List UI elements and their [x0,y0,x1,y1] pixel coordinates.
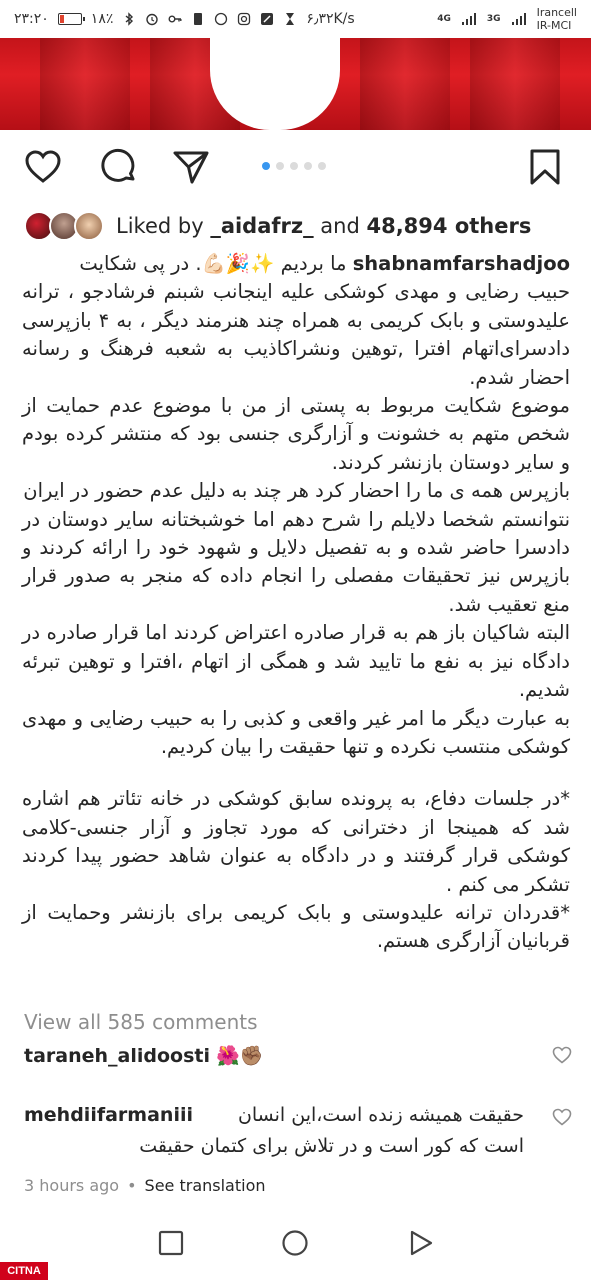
status-time: ۲۳:۲۰ [14,11,49,27]
comment-icon[interactable] [100,148,138,186]
carrier-name-2: IR-MCI [536,19,572,32]
carrier-name-1: Irancell [536,6,577,19]
watermark-logo: CITNA [0,1262,48,1280]
status-bar [0,0,591,38]
signal-icon-1 [461,13,477,26]
post-image[interactable] [0,38,591,130]
post-actions [0,142,591,192]
carousel-dot-active [262,162,270,170]
network-speed: ۶٫۳۲K/s [306,11,355,27]
liker-avatars [24,209,106,243]
caption-paragraph: *در جلسات دفاع، به پرونده سابق کوشکی در خانه تئاتر هم اشاره شد که همینجا از دخترانی که مورد تجاوز و آزار جنسی-کلامی کوشکی قرار گرفتند و در دادگاه به عنوان شاهد حضور پیدا کردند تشکر می کنم . [22,787,570,896]
carousel-dot [304,162,312,170]
whatsapp-icon [214,12,228,26]
liker-username[interactable]: _aidafrz_ [210,214,314,238]
meta-separator: • [127,1176,137,1195]
status-left [14,11,355,27]
instagram-icon [237,12,251,26]
battery-percent: ۱۸٪ [90,11,114,27]
image-fold [470,38,560,130]
app-icon [260,12,274,26]
post-time: 3 hours ago [24,1176,120,1195]
caption-spacer [22,761,570,785]
battery-icon [58,13,82,25]
likes-prefix: Liked by [116,214,211,238]
caption-paragraph: نتوانستم شخصا دلایلم را شرح دهم اما خوشبختانه سایر دوستان در دادسرا حاضر شده و به تفصیل دلایل و شهود خود را ارائه کردند و بازپرس نیز تحقیقات مفصلی را انجام داده که منجر به صدور قرار منع تعقیب شد. [22,507,570,616]
caption-paragraph: حبیب رضایی و مهدی کوشکی علیه اینجانب شبنم فرشادجو ، ترانه علیدوستی و بابک کریمی به همراه چند هنرمند دیگر ، به ۴ بازپرسی دادسرای‌اتهام افترا ,توهین ونشراکاذیب به شعبه فرهنگ و رسانه احضار شدم. [22,280,571,389]
status-right [437,6,577,32]
back-triangle-icon[interactable] [407,1229,435,1257]
like-heart-icon[interactable] [24,148,62,186]
battery-fill [60,15,64,23]
system-nav-bar [0,1204,591,1280]
likes-row[interactable] [24,206,574,246]
post-meta [24,1176,266,1195]
caption-paragraph: به عبارت دیگر ما امر غیر واقعی و کذبی را به حبیب رضایی و مهدی کوشکی منتسب نکرده و تنها حقیقت را بیان کردیم. [22,706,570,758]
likes-text [116,214,531,238]
comment-row [24,1104,572,1166]
key-icon [168,12,182,26]
caption-paragraph: موضوع شکایت مربوط به پستی از من با موضوع عدم حمایت از شخص متهم به خشونت و آزارگری جنسی بود که منتشر کرده بودم و سایر دوستان بازنشر کردند. [22,394,570,474]
caption-paragraph: البته شاکیان باز هم به قرار صادره اعتراض کردند اما قرار صادره در دادگاه نیز به نفع ما تایید شد و همگی از اتهام ،افترا و توهین تبرئه شدیم. [22,621,570,702]
carousel-dot [290,162,298,170]
see-translation-link[interactable]: See translation [144,1176,266,1195]
comment-text-line2: است که کور است و در تلاش برای کتمان حقیقت [139,1135,524,1157]
carrier [537,6,577,32]
likes-count[interactable]: 48,894 others [366,214,532,238]
comment-like-icon[interactable] [552,1108,572,1126]
likes-middle: and [313,214,367,238]
caption-paragraph: بازپرس همه ی ما را احضار کرد هر چند به دلیل عدم حضور در ایران [23,479,570,503]
save-bookmark-icon[interactable] [526,148,564,186]
comment-like-icon[interactable] [552,1046,572,1064]
view-all-comments-link[interactable]: View all 585 comments [24,1010,258,1034]
signal-icon-2 [511,13,527,26]
network-type-2: 3G [486,13,501,24]
caption-first-line [22,250,570,278]
carousel-indicator [262,162,326,170]
sim-icon [191,12,205,26]
network-type-1: 4G [437,13,451,24]
share-icon[interactable] [172,148,210,186]
image-fold [40,38,130,130]
hourglass-icon [283,12,297,26]
carousel-dot [276,162,284,170]
caption-first-text: ما بردیم ✨🎉💪🏻. در پی شکایت [79,252,347,275]
recents-square-icon[interactable] [157,1229,185,1257]
comment-text-line1: حقیقت همیشه زنده است،این انسان [237,1104,524,1126]
comment-username[interactable]: mehdiifarmaniii [24,1104,193,1126]
home-circle-icon[interactable] [281,1229,309,1257]
comment-text: 🌺✊🏽 [216,1045,264,1067]
caption-username[interactable]: shabnamfarshadjoo [352,252,570,275]
bluetooth-icon [122,12,136,26]
caption-paragraph: *قدردان ترانه علیدوستی و بابک کریمی برای بازنشر وحمایت از قربانیان آزارگری هستم. [22,900,570,953]
avatar [74,211,104,241]
post-caption [22,250,570,956]
carousel-dot [318,162,326,170]
image-fold [360,38,450,130]
comment-username[interactable]: taraneh_alidoosti [24,1045,210,1067]
alarm-icon [145,12,159,26]
comment-row [24,1044,572,1067]
